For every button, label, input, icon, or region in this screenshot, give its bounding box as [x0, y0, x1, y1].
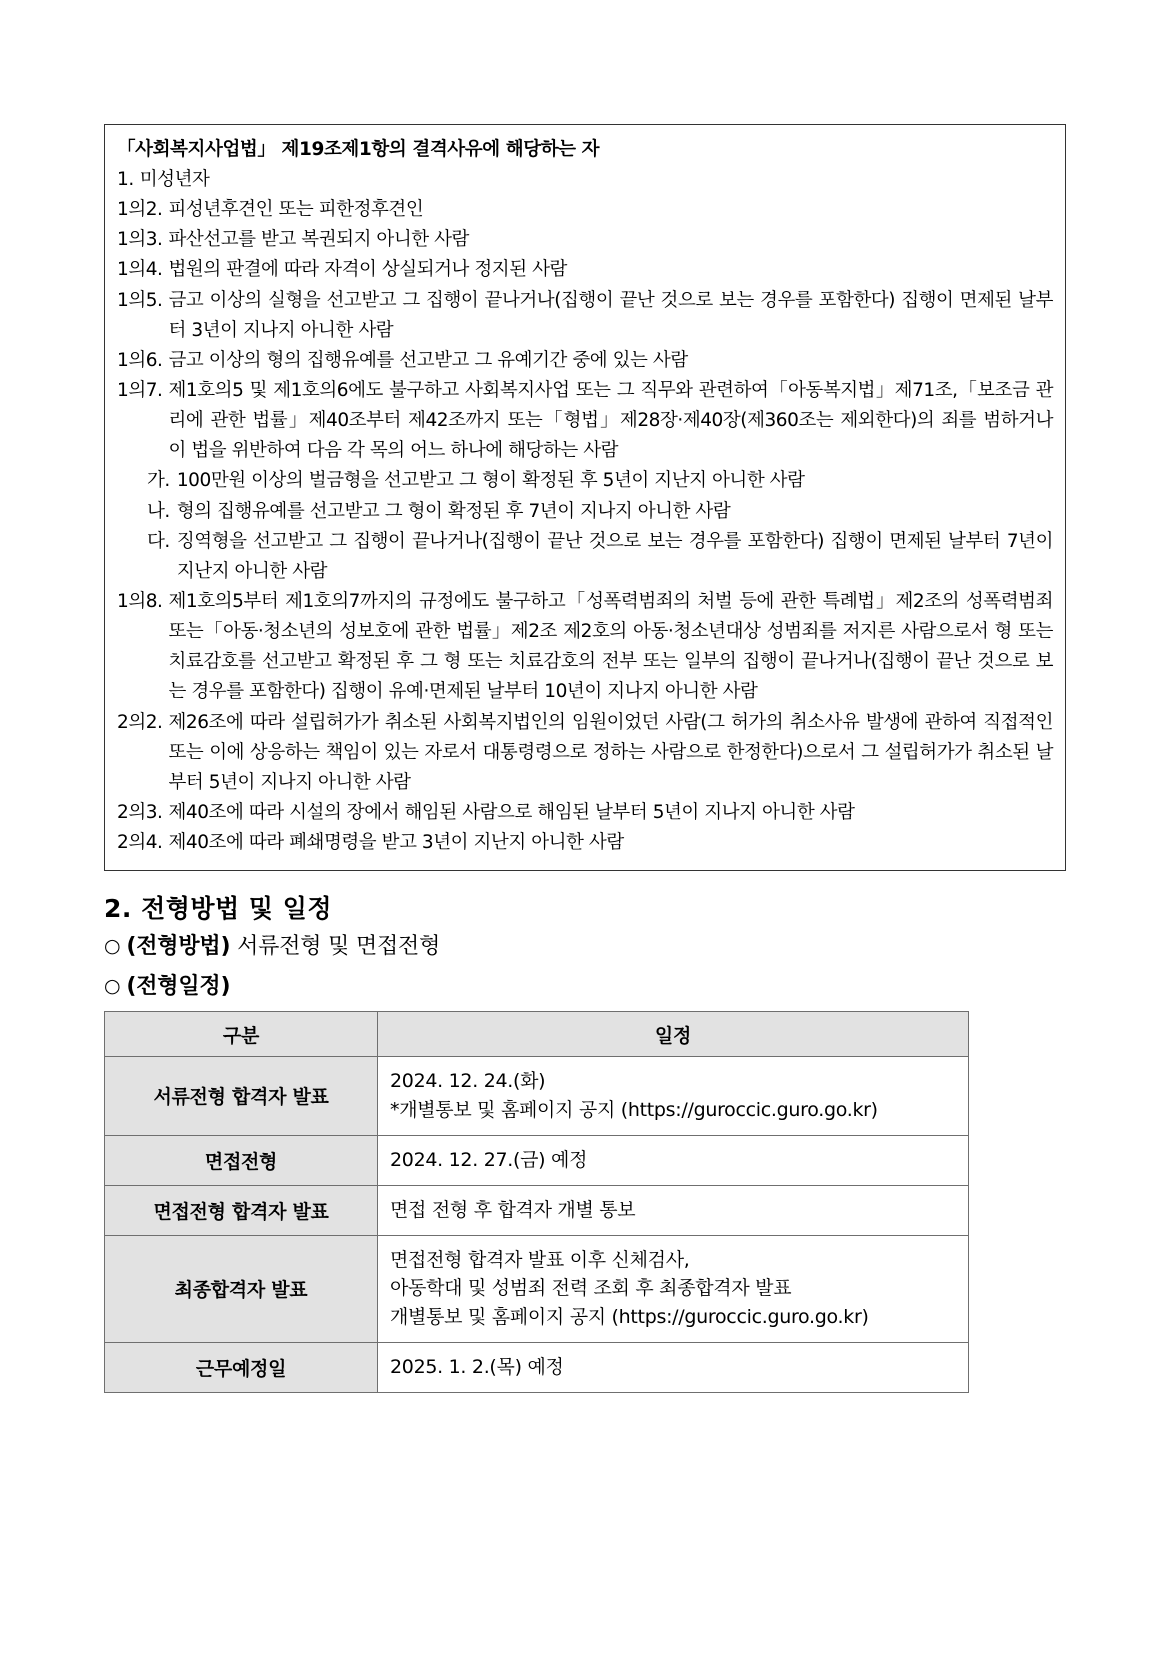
clause-item-text: 제1호의5 및 제1호의6에도 불구하고 사회복지사업 또는 그 직무와 관련하여「아동복지법」제71조,「보조금 관리에 관한 법률」제40조부터 제42조까지 또는「형법」제28장·제40장(제360조는 제외한다)의 죄를 범하거나 이 법을 위반하여 다음 각 목의 어느 하나에 해당하는 사람: [168, 379, 1053, 462]
schedule-row-value: [378, 1343, 969, 1393]
clause-item: [117, 708, 1053, 798]
schedule-value-line: *개별통보 및 홈페이지 공지 (https://guroccic.guro.go.kr): [390, 1098, 878, 1121]
clause-item-marker: 2의2.: [117, 711, 163, 733]
schedule-value-line: 아동학대 및 성범죄 전력 조회 후 최종합격자 발표: [390, 1277, 792, 1300]
schedule-row-value: [378, 1057, 969, 1136]
clause-item-text: 형의 집행유예를 선고받고 그 형이 확정된 후 7년이 지나지 아니한 사람: [176, 500, 731, 522]
clause-item-marker: 나.: [147, 500, 170, 522]
clause-item-marker: 1의5.: [117, 289, 163, 311]
section-2-heading: 2. 전형방법 및 일정: [104, 894, 333, 923]
selection-schedule-bullet: [104, 969, 230, 1000]
clause-item-marker: 1의3.: [117, 229, 163, 251]
schedule-row-value: [378, 1135, 969, 1185]
clause-item-marker: 2의3.: [117, 801, 163, 823]
clause-item-marker: 2의4.: [117, 832, 163, 854]
disqualification-clause-box: [104, 124, 1066, 871]
schedule-value-line: 면접전형 합격자 발표 이후 신체검사,: [390, 1248, 690, 1271]
clause-item-text: 100만원 이상의 벌금형을 선고받고 그 형이 확정된 후 5년이 지난지 아니한 사람: [176, 470, 805, 492]
schedule-row-label: 서류전형 합격자 발표: [105, 1057, 378, 1136]
clause-item-marker: 1의7.: [117, 379, 163, 401]
schedule-row-value: [378, 1185, 969, 1235]
schedule-value-line: 면접 전형 후 합격자 개별 통보: [390, 1198, 636, 1221]
schedule-value-line: 2024. 12. 27.(금) 예정: [390, 1148, 588, 1171]
schedule-value-line: 개별통보 및 홈페이지 공지 (https://guroccic.guro.go.kr): [390, 1306, 869, 1329]
clause-item-marker: 가.: [147, 470, 170, 492]
clause-item-text: 법원의 판결에 따라 자격이 상실되거나 정지된 사람: [168, 259, 567, 281]
clause-item-text: 제1호의5부터 제1호의7까지의 규정에도 불구하고「성폭력범죄의 처벌 등에 관한 특례법」제2조의 성폭력범죄 또는「아동·청소년의 성보호에 관한 법률」제2조 제2호의 아동·청소년대상 성범죄를 저지른 사람으로서 형 또는 치료감호를 선고받고 확정된 후 그 형 또는 치료감호의 전부 또는 일부의 집행이 끝나거나(집행이 끝난 것으로 보는 경우를 포함한다) 집행이 유예·면제된 날부터 10년이 지나지 아니한 사람: [168, 590, 1053, 703]
clause-item-marker: 1의8.: [117, 590, 163, 612]
table-row: [105, 1135, 969, 1185]
clause-item-text: 피성년후견인 또는 피한정후견인: [168, 199, 424, 221]
clause-item-text: 징역형을 선고받고 그 집행이 끝나거나(집행이 끝난 것으로 보는 경우를 포함한다) 집행이 면제된 날부터 7년이 지난지 아니한 사람: [176, 530, 1053, 582]
schedule-row-label: 면접전형: [105, 1135, 378, 1185]
clause-item: [117, 286, 1053, 346]
clause-item: [117, 255, 1053, 285]
clause-item: [117, 346, 1053, 376]
clause-item: [117, 828, 1053, 858]
clause-item-marker: 1.: [117, 168, 134, 190]
clause-item-marker: 1의4.: [117, 259, 163, 281]
selection-method-label: (전형방법): [126, 934, 231, 959]
clause-item: [117, 165, 1053, 195]
selection-schedule-label: (전형일정): [126, 974, 231, 999]
table-row: [105, 1235, 969, 1343]
clause-item: [117, 497, 1053, 527]
clause-item: [117, 527, 1053, 587]
clause-item-text: 제26조에 따라 설립허가가 취소된 사회복지법인의 임원이었던 사람(그 허가의 취소사유 발생에 관하여 직접적인 또는 이에 상응하는 책임이 있는 자로서 대통령령으로 정하는 사람으로 한정한다)으로서 그 설립허가가 취소된 날부터 5년이 지나지 아니한 사람: [168, 711, 1053, 793]
schedule-row-value: [378, 1235, 969, 1343]
clause-item-list: [117, 165, 1053, 858]
clause-item-text: 제40조에 따라 폐쇄명령을 받고 3년이 지난지 아니한 사람: [168, 832, 624, 854]
clause-item-text: 금고 이상의 형의 집행유예를 선고받고 그 유예기간 중에 있는 사람: [168, 349, 688, 371]
clause-item-text: 파산선고를 받고 복권되지 아니한 사람: [168, 229, 469, 251]
table-header-row: [105, 1012, 969, 1057]
clause-item-marker: 1의6.: [117, 349, 163, 371]
selection-method-value: 서류전형 및 면접전형: [237, 934, 441, 959]
column-header-category: 구분: [105, 1012, 378, 1057]
clause-item: [117, 587, 1053, 708]
bullet-circle-icon: ○: [104, 935, 121, 957]
selection-method-bullet: [104, 929, 440, 960]
clause-item: [117, 798, 1053, 828]
table-row: [105, 1343, 969, 1393]
clause-item: [117, 225, 1053, 255]
schedule-row-label: 최종합격자 발표: [105, 1235, 378, 1343]
schedule-value-line: 2025. 1. 2.(목) 예정: [390, 1356, 564, 1379]
table-row: [105, 1057, 969, 1136]
schedule-table: [104, 1011, 969, 1393]
schedule-row-label: 근무예정일: [105, 1343, 378, 1393]
clause-item: [117, 195, 1053, 225]
schedule-row-label: 면접전형 합격자 발표: [105, 1185, 378, 1235]
table-row: [105, 1185, 969, 1235]
clause-item-text: 제40조에 따라 시설의 장에서 해임된 사람으로 해임된 날부터 5년이 지나지 아니한 사람: [168, 801, 855, 823]
clause-item-text: 미성년자: [139, 168, 210, 190]
clause-item-marker: 1의2.: [117, 199, 163, 221]
clause-item-marker: 다.: [147, 530, 170, 552]
clause-item-text: 금고 이상의 실형을 선고받고 그 집행이 끝나거나(집행이 끝난 것으로 보는 경우를 포함한다) 집행이 면제된 날부터 3년이 지나지 아니한 사람: [168, 289, 1053, 341]
schedule-table-body: [105, 1057, 969, 1393]
clause-item: [117, 376, 1053, 466]
column-header-schedule: 일정: [378, 1012, 969, 1057]
clause-box-title: 「사회복지사업법」 제19조제1항의 결격사유에 해당하는 자: [117, 139, 600, 160]
bullet-circle-icon: ○: [104, 975, 121, 997]
schedule-value-line: 2024. 12. 24.(화): [390, 1070, 546, 1092]
clause-item: [117, 466, 1053, 496]
